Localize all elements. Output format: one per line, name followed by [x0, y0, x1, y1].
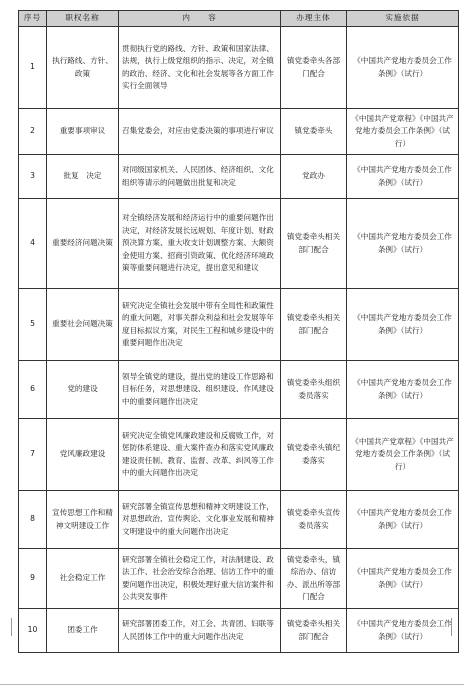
row-subject: 镇党委牵头相关部门配合: [281, 609, 347, 653]
table-row: [19, 491, 459, 549]
powers-table: [18, 10, 459, 653]
row-number: 10: [19, 609, 47, 653]
row-number: 7: [19, 419, 47, 491]
row-subject: 镇党委牵头: [281, 109, 347, 155]
header-serial-number: 序号: [19, 11, 47, 27]
row-power-name: 团委工作: [47, 609, 119, 653]
row-content: 对全镇经济发展和经济运行中的重要问题作出决定，对经济发展长远规划、年度计划、财政预决算方案、重大收支计划调整方案、大额资金使用方案、招商引资政策、优化经济环境政策等重要问题进行决定，提出意见和建议: [119, 199, 281, 289]
row-number: 6: [19, 361, 47, 419]
row-basis: 《中国共产党章程》《中国共产党地方委员会工作条例》（试行）: [347, 109, 459, 155]
row-power-name: 重要经济问题决策: [47, 199, 119, 289]
row-basis: 《中国共产党地方委员会工作条例》（试行）: [347, 27, 459, 109]
row-basis: 《中国共产党章程》《中国共产党地方委员会工作条例》（试行）: [347, 419, 459, 491]
header-handling-subject: 办理主体: [281, 11, 347, 27]
row-number: 1: [19, 27, 47, 109]
page-margin-mark-left: [3, 618, 12, 636]
page-margin-mark-right: [451, 618, 460, 636]
row-basis: 《中国共产党地方委员会工作条例》（试行）: [347, 609, 459, 653]
row-subject: 镇党委牵头，镇综治办、信访办、派出所等部门配合: [281, 549, 347, 609]
row-content: 研究部署全镇宣传思想和精神文明建设工作，对思想政治、宣传舆论、文化事业发展和精神文明建设中的重大问题作出决定: [119, 491, 281, 549]
row-content: 研究部署团委工作，对工会、共青团、妇联等人民团体工作中的重大问题作出决定: [119, 609, 281, 653]
row-content: 领导全镇党的建设，提出党的建设工作思路和目标任务，对思想建设、组织建设、作风建设中的重要问题作出决定: [119, 361, 281, 419]
table-row: [19, 609, 459, 653]
header-power-name: 职权名称: [47, 11, 119, 27]
row-basis: 《中国共产党地方委员会工作条例》（试行）: [347, 289, 459, 361]
table-row: [19, 27, 459, 109]
table-row: [19, 199, 459, 289]
table-row: [19, 155, 459, 199]
row-number: 5: [19, 289, 47, 361]
row-power-name: 党风廉政建设: [47, 419, 119, 491]
row-number: 9: [19, 549, 47, 609]
row-power-name: 重要事项审议: [47, 109, 119, 155]
row-content: 研究决定全镇党风廉政建设和反腐败工作，对惩防体系建设、重大案件查办和落实党风廉政建设责任制、教育、监督、改革、纠风等工作中的重大问题作出决定: [119, 419, 281, 491]
row-number: 2: [19, 109, 47, 155]
header-content: 内 容: [119, 11, 281, 27]
table-row: [19, 109, 459, 155]
row-content: 研究决定全镇社会发展中带有全局性和政策性的重大问题，对事关群众利益和社会发展等年度目标拟议方案，对民生工程和城乡建设中的重要问题作出决定: [119, 289, 281, 361]
row-power-name: 重要社会问题决策: [47, 289, 119, 361]
row-power-name: 党的建设: [47, 361, 119, 419]
row-number: 8: [19, 491, 47, 549]
header-legal-basis: 实施依据: [347, 11, 459, 27]
page-bottom-rule: [0, 684, 464, 685]
row-subject: 镇党委牵头相关部门配合: [281, 199, 347, 289]
row-content: 研究部署全镇社会稳定工作，对法制建设、政法工作、社会治安综合治理、信访工作中的重要问题作出决定，积极处理好重大信访案件和公共突发事件: [119, 549, 281, 609]
row-content: 贯彻执行党的路线、方针、政策和国家法律、法规，执行上级党组织的指示、决定，对全镇的政治、经济、文化和社会发展等各方面工作实行全面领导: [119, 27, 281, 109]
row-power-name: 执行路线、方针、政策: [47, 27, 119, 109]
table-header-row: [19, 11, 459, 27]
row-basis: 《中国共产党地方委员会工作条例》（试行）: [347, 549, 459, 609]
row-subject: 镇党委牵头相关部门配合: [281, 289, 347, 361]
table-row: [19, 549, 459, 609]
row-basis: 《中国共产党地方委员会工作条例》（试行）: [347, 199, 459, 289]
row-power-name: 社会稳定工作: [47, 549, 119, 609]
table-row: [19, 289, 459, 361]
row-subject: 镇党委牵头宣传委员落实: [281, 491, 347, 549]
row-number: 4: [19, 199, 47, 289]
row-basis: 《中国共产党地方委员会工作条例》（试行）: [347, 155, 459, 199]
row-subject: 党政办: [281, 155, 347, 199]
table-row: [19, 361, 459, 419]
row-power-name: 批复 决定: [47, 155, 119, 199]
row-content: 召集党委会，对应由党委决策的事项进行审议: [119, 109, 281, 155]
row-basis: 《中国共产党地方委员会工作条例》（试行）: [347, 361, 459, 419]
row-subject: 镇党委牵头各部门配合: [281, 27, 347, 109]
row-subject: 镇党委牵头镇纪委落实: [281, 419, 347, 491]
row-content: 对同级国家机关、人民团体、经济组织、文化组织等请示的问题做出批复和决定: [119, 155, 281, 199]
row-power-name: 宣传思想工作和精神文明建设工作: [47, 491, 119, 549]
row-number: 3: [19, 155, 47, 199]
row-subject: 镇党委牵头组织委员落实: [281, 361, 347, 419]
table-row: [19, 419, 459, 491]
row-basis: 《中国共产党地方委员会工作条例》（试行）: [347, 491, 459, 549]
